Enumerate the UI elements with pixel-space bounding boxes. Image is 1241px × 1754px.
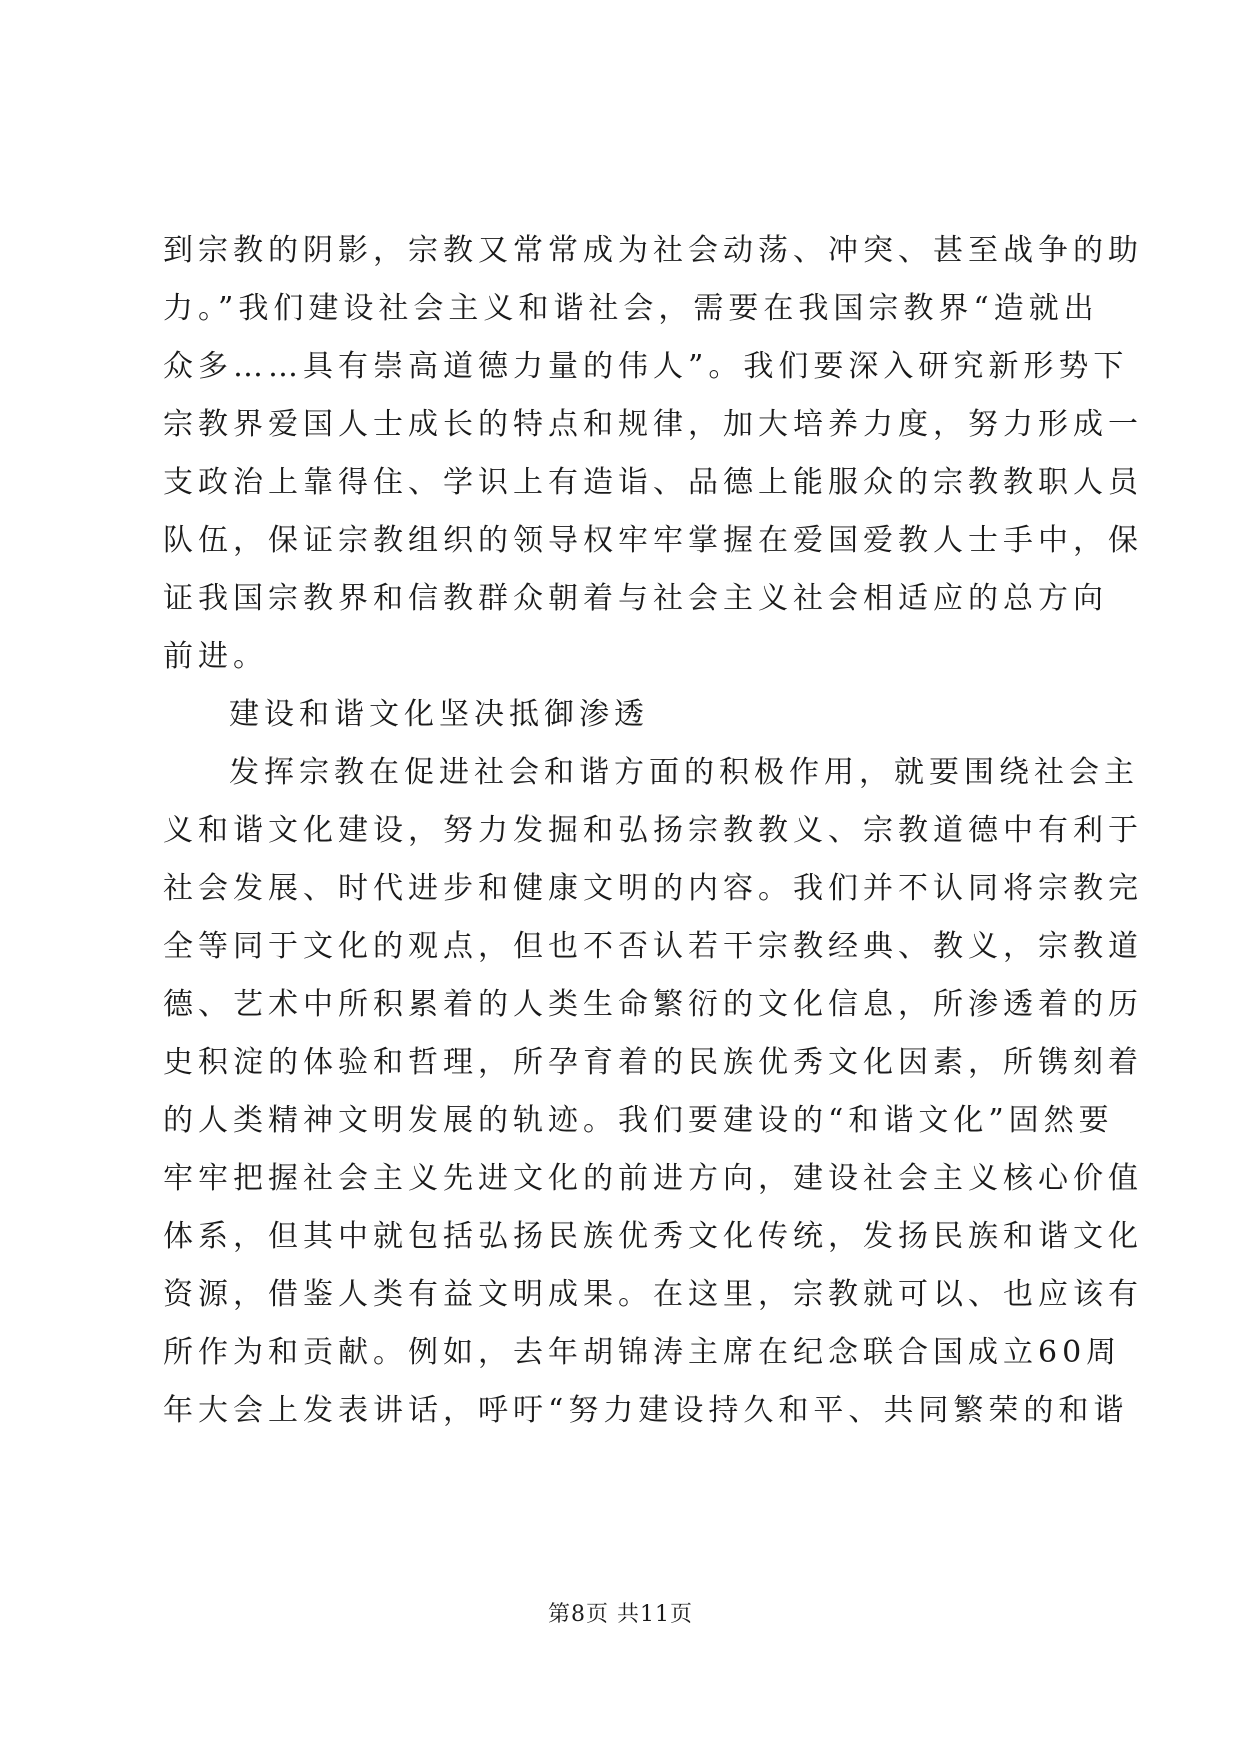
text-line: 体系，但其中就包括弘扬民族优秀文化传统，发扬民族和谐文化 — [163, 1219, 1143, 1254]
text-line: 所作为和贡献。例如，去年胡锦涛主席在纪念联合国成立60周 — [163, 1335, 1122, 1370]
section-heading: 建设和谐文化坚决抵御渗透 — [229, 697, 649, 732]
text-line: 前进。 — [163, 639, 268, 674]
page-footer — [0, 1600, 1241, 1630]
text-line: 年大会上发表讲话，呼吁“努力建设持久和平、共同繁荣的和谐 — [163, 1393, 1129, 1428]
text-line: 力。”我们建设社会主义和谐社会，需要在我国宗教界“造就出 — [163, 291, 1099, 326]
text-line: 史积淀的体验和哲理，所孕育着的民族优秀文化因素，所镌刻着 — [163, 1045, 1143, 1080]
text-line: 发挥宗教在促进社会和谐方面的积极作用，就要围绕社会主 — [229, 755, 1139, 790]
page-number-label: 第8页 共11页 — [548, 1602, 693, 1627]
text-line: 宗教界爱国人士成长的特点和规律，加大培养力度，努力形成一 — [163, 407, 1143, 442]
text-line: 队伍，保证宗教组织的领导权牢牢掌握在爱国爱教人士手中，保 — [163, 523, 1143, 558]
text-line: 到宗教的阴影，宗教又常常成为社会动荡、冲突、甚至战争的助 — [163, 233, 1143, 268]
document-body — [163, 222, 1143, 1440]
text-line: 资源，借鉴人类有益文明成果。在这里，宗教就可以、也应该有 — [163, 1277, 1143, 1312]
text-line: 支政治上靠得住、学识上有造诣、品德上能服众的宗教教职人员 — [163, 465, 1143, 500]
text-line: 义和谐文化建设，努力发掘和弘扬宗教教义、宗教道德中有利于 — [163, 813, 1143, 848]
text-line: 全等同于文化的观点，但也不否认若干宗教经典、教义，宗教道 — [163, 929, 1143, 964]
text-line: 众多……具有崇高道德力量的伟人”。我们要深入研究新形势下 — [163, 349, 1129, 384]
text-line: 牢牢把握社会主义先进文化的前进方向，建设社会主义核心价值 — [163, 1161, 1143, 1196]
text-line: 德、艺术中所积累着的人类生命繁衍的文化信息，所渗透着的历 — [163, 987, 1143, 1022]
text-line: 证我国宗教界和信教群众朝着与社会主义社会相适应的总方向 — [163, 581, 1108, 616]
text-line: 社会发展、时代进步和健康文明的内容。我们并不认同将宗教完 — [163, 871, 1143, 906]
text-line: 的人类精神文明发展的轨迹。我们要建设的“和谐文化”固然要 — [163, 1103, 1114, 1138]
